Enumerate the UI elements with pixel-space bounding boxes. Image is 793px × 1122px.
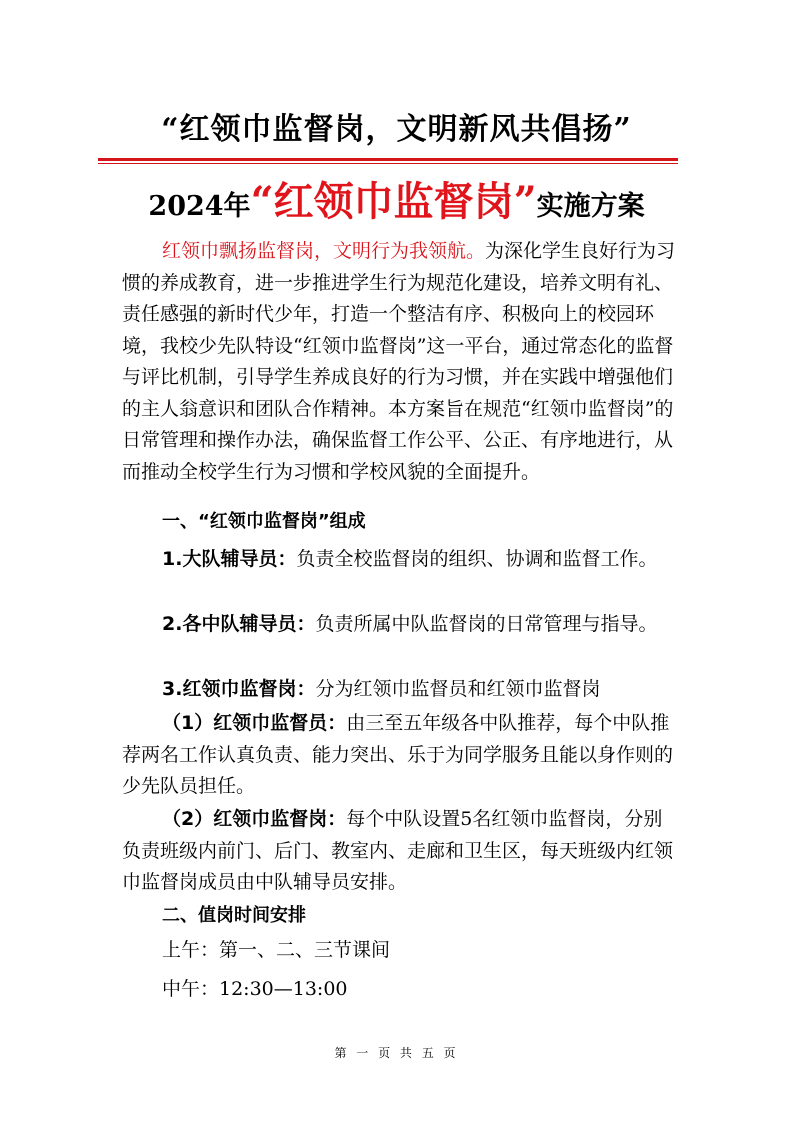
intro-paragraph	[122, 236, 677, 488]
item1-label: 1.大队辅导员：	[162, 548, 297, 570]
sub2-label: （2）红领巾监督岗：	[162, 808, 347, 830]
sub1-label: （1）红领巾监督员：	[162, 712, 347, 734]
section1-sub1	[122, 708, 677, 803]
document-title	[0, 170, 793, 227]
title-rest: 实施方案	[536, 191, 645, 222]
schedule-noon: 中午：12:30—13:00	[162, 978, 348, 1000]
section1-item1	[122, 544, 677, 576]
section1-item3	[122, 674, 677, 706]
intro-lead: 红领巾飘扬监督岗，文明行为我领航。	[162, 240, 486, 262]
item3-label: 3.红领巾监督岗：	[162, 678, 316, 700]
item2-label: 2.各中队辅导员：	[162, 613, 316, 635]
page-footer: 第 一 页 共 五 页	[334, 1046, 459, 1060]
title-highlight: “红领巾监督岗”	[250, 178, 537, 225]
red-divider-thin	[98, 163, 678, 164]
slogan-heading: “红领巾监督岗，文明新风共倡扬”	[161, 112, 632, 147]
schedule-morning: 上午：第一、二、三节课间	[162, 939, 391, 961]
red-divider-thick	[98, 158, 678, 161]
intro-text: 为深化学生良好行为习惯的养成教育，进一步推进学生行为规范化建设，培养文明有礼、责任感强的新时代少年，打造一个整洁有序、积极向上的校园环境，我校少先队特设“红领巾监督岗”这一平台，通过常态化的监督与评比机制，引导学生养成良好的行为习惯，并在实践中增强他们的主人翁意识和团队合作精神。本方案旨在规范“红领巾监督岗”的日常管理和操作办法，确保监督工作公平、公正、有序地进行，从而推动全校学生行为习惯和学校风貌的全面提升。	[122, 240, 676, 483]
section1-item2	[122, 609, 677, 641]
section1-sub2	[122, 804, 677, 899]
section1-heading: 一、“红领巾监督岗”组成	[162, 511, 366, 532]
item3-text: 分为红领巾监督员和红领巾监督岗	[315, 678, 601, 700]
item1-text: 负责全校监督岗的组织、协调和监督工作。	[296, 548, 658, 570]
title-year: 2024年	[148, 191, 251, 222]
sub2-text: 每个中队设置5名红领巾监督岗，分别负责班级内前门、后门、教室内、走廊和卫生区，每天班级内红领巾监督岗成员由中队辅导员安排。	[122, 808, 674, 893]
section2-heading: 二、值岗时间安排	[162, 905, 306, 926]
item2-text: 负责所属中队监督岗的日常管理与指导。	[315, 613, 658, 635]
sub1-text: 由三至五年级各中队推荐，每个中队推荐两名工作认真负责、能力突出、乐于为同学服务且能以身作则的少先队员担任。	[122, 712, 674, 797]
